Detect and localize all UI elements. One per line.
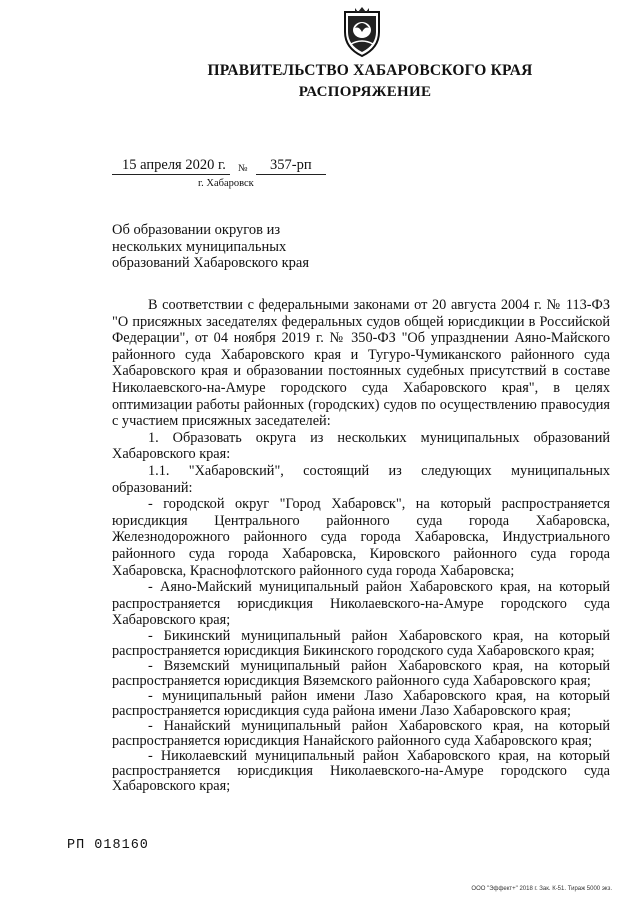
document-type: РАСПОРЯЖЕНИЕ	[298, 84, 432, 100]
list-item: - городской округ "Город Хабаровск", на который распространяется юрисдикция Центрального районного суда города Хабаровска, Железнодорожного районного суда города Хабаровска, Индустриального районного суда города Хабаровска, Кировского районного суда города Хабаровска, Краснофлотского районного суда города Хабаровска;	[112, 496, 610, 579]
list-item: - муниципальный район имени Лазо Хабаровского края, на который распространяется юрисдикция суда района имени Лазо Хабаровского края;	[112, 687, 610, 719]
printer-imprint: ООО "Эффект+" 2018 г. Зак. К-51. Тираж 5000 экз.	[471, 886, 612, 892]
form-serial-number: РП 018160	[67, 838, 149, 853]
government-title: ПРАВИТЕЛЬСТВО ХАБАРОВСКОГО КРАЯ	[207, 62, 533, 79]
preamble-paragraph: В соответствии с федеральными законами от 20 августа 2004 г. № 113-ФЗ "О присяжных заседателях федеральных судов общей юрисдикции в Российской Федерации", от 04 ноября 2019 г. № 350-ФЗ "Об упразднении Аяно-Майского районного суда Хабаровского края и Тугуро-Чумиканского районного суда Хабаровского края и образовании постоянных судебных присутствий в составе Николаевского-на-Амуре городского суда Хабаровского края", в целях оптимизации работы районных (городских) судов по осуществлению правосудия с участием присяжных заседателей:	[112, 297, 610, 430]
list-item: - Аяно-Майский муниципальный район Хабаровского края, на который распространяется юрисдикция Николаевского-на-Амуре городского суда Хабаровского края;	[112, 579, 610, 629]
coat-of-arms-icon	[341, 6, 383, 58]
list-item: - Нанайский муниципальный район Хабаровского края, на который распространяется юрисдикция Нанайского районного суда Хабаровского края;	[112, 717, 610, 749]
list-item: - Бикинский муниципальный район Хабаровского края, на который распространяется юрисдикция Бикинского городского суда Хабаровского края;	[112, 627, 610, 659]
document-number: 357-рп	[256, 157, 326, 175]
clause-1-1: 1.1. "Хабаровский", состоящий из следующих муниципальных образований:	[112, 462, 610, 496]
list-item: - Вяземский муниципальный район Хабаровского края, на который распространяется юрисдикция Вяземского районного суда Хабаровского края;	[112, 657, 610, 689]
document-date: 15 апреля 2020 г.	[112, 157, 230, 175]
list-item: - Николаевский муниципальный район Хабаровского края, на который распространяется юрисдикция Николаевского-на-Амуре городского суда Хабаровского края;	[112, 747, 610, 794]
document-city: г. Хабаровск	[198, 178, 254, 189]
clause-1: 1. Образовать округа из нескольких муниципальных образований Хабаровского края:	[112, 429, 610, 463]
document-subject: Об образовании округов из нескольких муниципальных образований Хабаровского края	[112, 222, 310, 271]
document-body	[112, 297, 610, 794]
number-label: №	[238, 163, 248, 174]
